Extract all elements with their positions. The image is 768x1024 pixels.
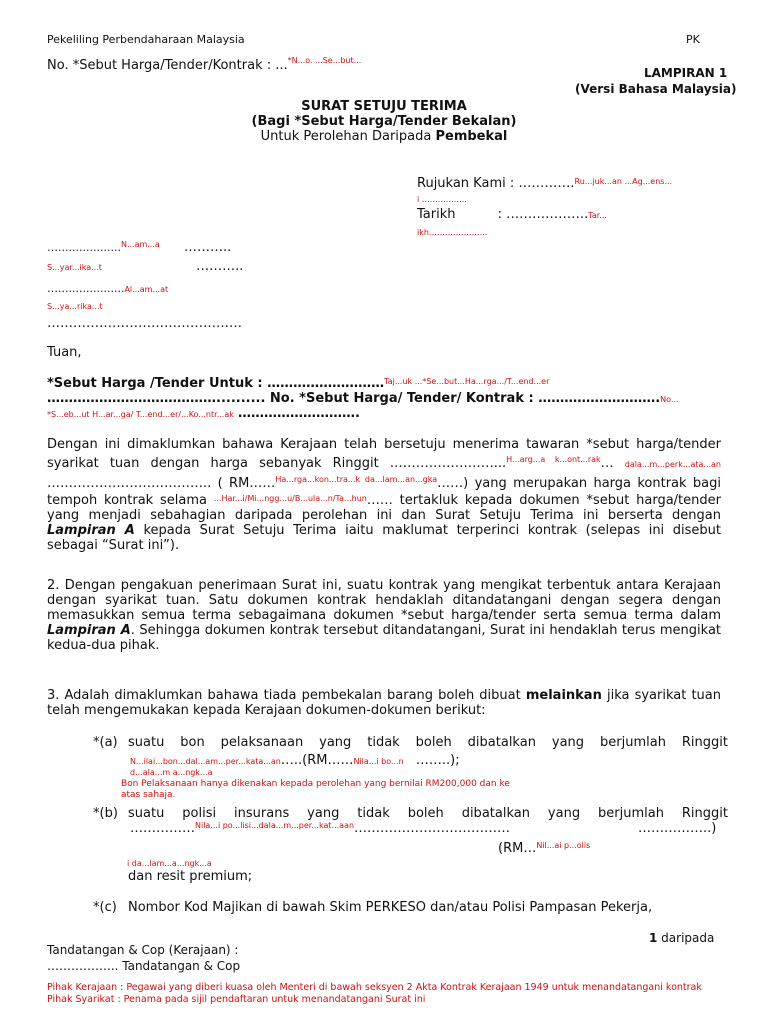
address-line-1-tail: ………..: [183, 240, 232, 255]
item-b-text: suatu polisi insurans yang tidak boleh dibatalkan yang berjumlah Ringgit: [128, 806, 728, 821]
address-line-1: [47, 240, 231, 255]
paragraph-3-text-1: 3. Adalah dimaklumkan bahawa tiada pembekalan barang boleh dibuat: [47, 688, 521, 703]
header-right: PK: [686, 33, 700, 46]
paragraph-1-mid-b: ……………………………….. ( RM……: [47, 476, 276, 491]
paragraph-1-text-1: Dengan ini dimaklumkan bahawa Kerajaan telah bersetuju menerima tawaran *sebut harga/tender syarikat tuan dengan harga sebanyak Ringgit ……………………...: [47, 437, 721, 471]
document-subtitle-2: [0, 129, 768, 144]
paragraph-1-text-2: yang merupakan harga kontrak bagi tempoh kontrak selama: [47, 476, 721, 508]
address-line-2: [47, 259, 243, 274]
item-a-note: Bon Pelaksanaan hanya dikenakan kepada perolehan yang bernilai RM200,000 dan ke atas sahaja.: [121, 779, 510, 800]
salutation: Tuan,: [47, 345, 82, 360]
tempoh-placeholder: ...Har...i/Mi...ngg...u/B...ula...n/Ta...hun: [213, 494, 367, 503]
address-line-4: [47, 298, 103, 313]
signature-line-2: ……………... Tandatangan & Cop: [47, 959, 241, 973]
header-left: Pekeliling Perbendaharaan Malaysia: [47, 33, 245, 46]
paragraph-1: [47, 437, 721, 553]
tarikh-label: Tarikh: [417, 207, 456, 222]
address-line-3: [47, 281, 168, 296]
item-b-dots-1: ……………: [130, 821, 195, 836]
polisi-nilai-placeholder: Nil...ai p...olis: [536, 841, 591, 850]
paragraph-1-text-3: …… tertakluk kepada dokumen *sebut harga/tender yang menjadi sebahagian daripada perolehan ini dan Surat Setuju Terima ini berserta dengan: [47, 493, 721, 523]
address-nama-placeholder: N...am...a: [120, 240, 160, 249]
harga-angka-placeholder: Ha...rga...kon...tra...k da...lam...an...gka: [275, 475, 438, 484]
paragraph-1-tail-a: …: [600, 456, 614, 471]
address-alamat-placeholder: Al...am...at: [124, 285, 169, 294]
item-b-rm: (RM…: [498, 841, 537, 856]
item-c-text: Nombor Kod Majikan di bawah Skim PERKESO dan/atau Polisi Pampasan Pekerja,: [128, 900, 653, 915]
item-a-dots: …..(RM……: [280, 753, 354, 768]
document-title: SURAT SETUJU TERIMA: [301, 99, 467, 114]
footer-note: Pihak Kerajaan : Pegawai yang diberi kuasa oleh Menteri di bawah seksyen 2 Akta Kontrak Kerajaan 1949 untuk menandatangani kontrak Pihak Syarikat : Penama pada sijil pendaftaran untuk menandatangani Surat ini: [47, 982, 702, 1005]
rujukan-line: [417, 176, 672, 191]
address-line-1-dots: …..................: [47, 241, 121, 254]
item-a-tail: ……..);: [415, 753, 460, 768]
tarikh-line: [417, 207, 607, 222]
item-b-label: *(b): [93, 806, 118, 821]
subject-line-2: [47, 391, 679, 406]
subject-line-3: [47, 406, 360, 421]
subject-no-placeholder: No...: [660, 395, 679, 404]
reference-number-line: [47, 56, 361, 73]
polisi-angka-placeholder: i da...lam...a...ngk...a: [127, 859, 212, 868]
item-b-dots-3-wrap: [638, 821, 716, 836]
harga-kontrak-placeholder: H...arg...a k...ont...rak: [506, 455, 601, 464]
signature-line-1: Tandatangan & Cop (Kerajaan) :: [47, 943, 239, 957]
rujukan-label: Rujukan Kami : ………….: [417, 176, 575, 191]
harga-perkataan-placeholder: dala...m...perk...ata...an: [624, 460, 721, 469]
tarikh-continuation: [417, 224, 487, 238]
lampiran-a-ref-2: Lampiran A: [47, 623, 131, 638]
subject-label-2: ………………………………….......... No. *Sebut Harga/ Tender/ Kontrak : ……………………….: [47, 391, 661, 406]
item-a-label: *(a): [93, 735, 118, 750]
item-b-dots-3: ……………..): [638, 821, 717, 836]
page-number-suffix: daripada: [657, 931, 715, 945]
subject-line-3-tail: ……………………….: [238, 406, 360, 421]
address-syarikat-placeholder: S...yar...ika...t: [47, 263, 102, 272]
address-line-5: ………………………………………: [47, 316, 242, 331]
item-a-fill-line-2: [130, 764, 213, 779]
paragraph-2-text-1: 2. Dengan pengakuan penerimaan Surat ini, suatu kontrak yang mengikat terbentuk antara Kerajaan dengan syarikat tuan. Satu dokumen kontrak hendaklah ditandatangani dengan segera dengan memasukkan semua terma sebagaimana dokumen *sebut harga/tender serta semua terma dalam: [47, 578, 721, 623]
subtitle-prefix: Untuk Perolehan Daripada: [260, 129, 436, 144]
subject-tajuk-placeholder: Taj...uk ...*Se...but...Ha...rga.../T...end...er: [384, 377, 550, 386]
page-number: [649, 931, 714, 945]
tarikh-cont-placeholder: ikh………………….: [417, 228, 488, 237]
item-b-fill-line: [130, 821, 510, 836]
paragraph-2: [47, 578, 721, 653]
lampiran-label: LAMPIRAN 1: [644, 66, 728, 80]
polisi-perkataan-placeholder: Nila...i po...lisi...dala...m...per...kat...aan: [195, 821, 355, 830]
bon-nilai-placeholder: Nila...i bo...n: [353, 757, 404, 766]
paragraph-3: [47, 688, 721, 718]
item-b-rm-line: [498, 841, 590, 856]
paragraph-3-text-2: jika syarikat tuan telah mengemukakan kepada Kerajaan dokumen-dokumen berikut:: [47, 688, 721, 718]
address-line-2-tail: ………..: [196, 259, 244, 274]
item-a-text: suatu bon pelaksanaan yang tidak boleh dibatalkan yang berjumlah Ringgit: [128, 735, 728, 750]
rujukan-placeholder: Ru...juk...an ...Ag...ens...: [574, 177, 673, 186]
item-c-label: *(c): [93, 900, 117, 915]
subject-type-placeholder: *S...eb...ut H...ar...ga/ T...end...er/...Ko...ntr...ak: [47, 410, 234, 419]
versi-label: (Versi Bahasa Malaysia): [575, 82, 737, 96]
subject-line-1: [47, 376, 549, 391]
item-b-text-2: dan resit premium;: [128, 869, 253, 884]
address-alamat-syarikat-placeholder: S...ya...rika...t: [47, 302, 103, 311]
tarikh-dots: : ……………….: [497, 207, 589, 222]
rujukan-cont-placeholder: i ……………..: [417, 195, 467, 204]
paragraph-3-bold: melainkan: [525, 688, 602, 703]
paragraph-1-tail-c: ……): [437, 476, 469, 491]
tarikh-placeholder: Tar...: [588, 211, 607, 220]
item-b-dots-2: ………………………………: [354, 821, 511, 836]
reference-number-label: No. *Sebut Harga/Tender/Kontrak : ...: [47, 58, 288, 73]
item-b-fill-line-2: [127, 855, 212, 870]
address-line-3-dots: …...................: [47, 282, 125, 295]
paragraph-2-text-2: . Sehingga dokumen kontrak tersebut ditandatangani, Surat ini hendaklah terus mengikat kedua-dua pihak.: [47, 623, 722, 653]
lampiran-a-ref: Lampiran A: [47, 523, 135, 538]
bon-angka-placeholder: d...ala...m a...ngk...a: [130, 768, 213, 777]
paragraph-1-text-4: kepada Surat Setuju Terima iaitu maklumat terperinci kontrak (selepas ini disebut sebagai “Surat ini”).: [47, 523, 722, 553]
rujukan-continuation: [417, 192, 467, 205]
reference-number-placeholder: *N...o. ...Se...but...: [287, 56, 362, 65]
subject-label-1: *Sebut Harga /Tender Untuk : ………………………: [47, 376, 385, 391]
document-subtitle: (Bagi *Sebut Harga/Tender Bekalan): [251, 114, 517, 129]
page-number-value: 1: [649, 931, 658, 945]
bon-perkataan-placeholder: N...ilai...bon...dal...am...per...kata...an: [130, 757, 281, 766]
subtitle-bold: Pembekal: [435, 129, 508, 144]
